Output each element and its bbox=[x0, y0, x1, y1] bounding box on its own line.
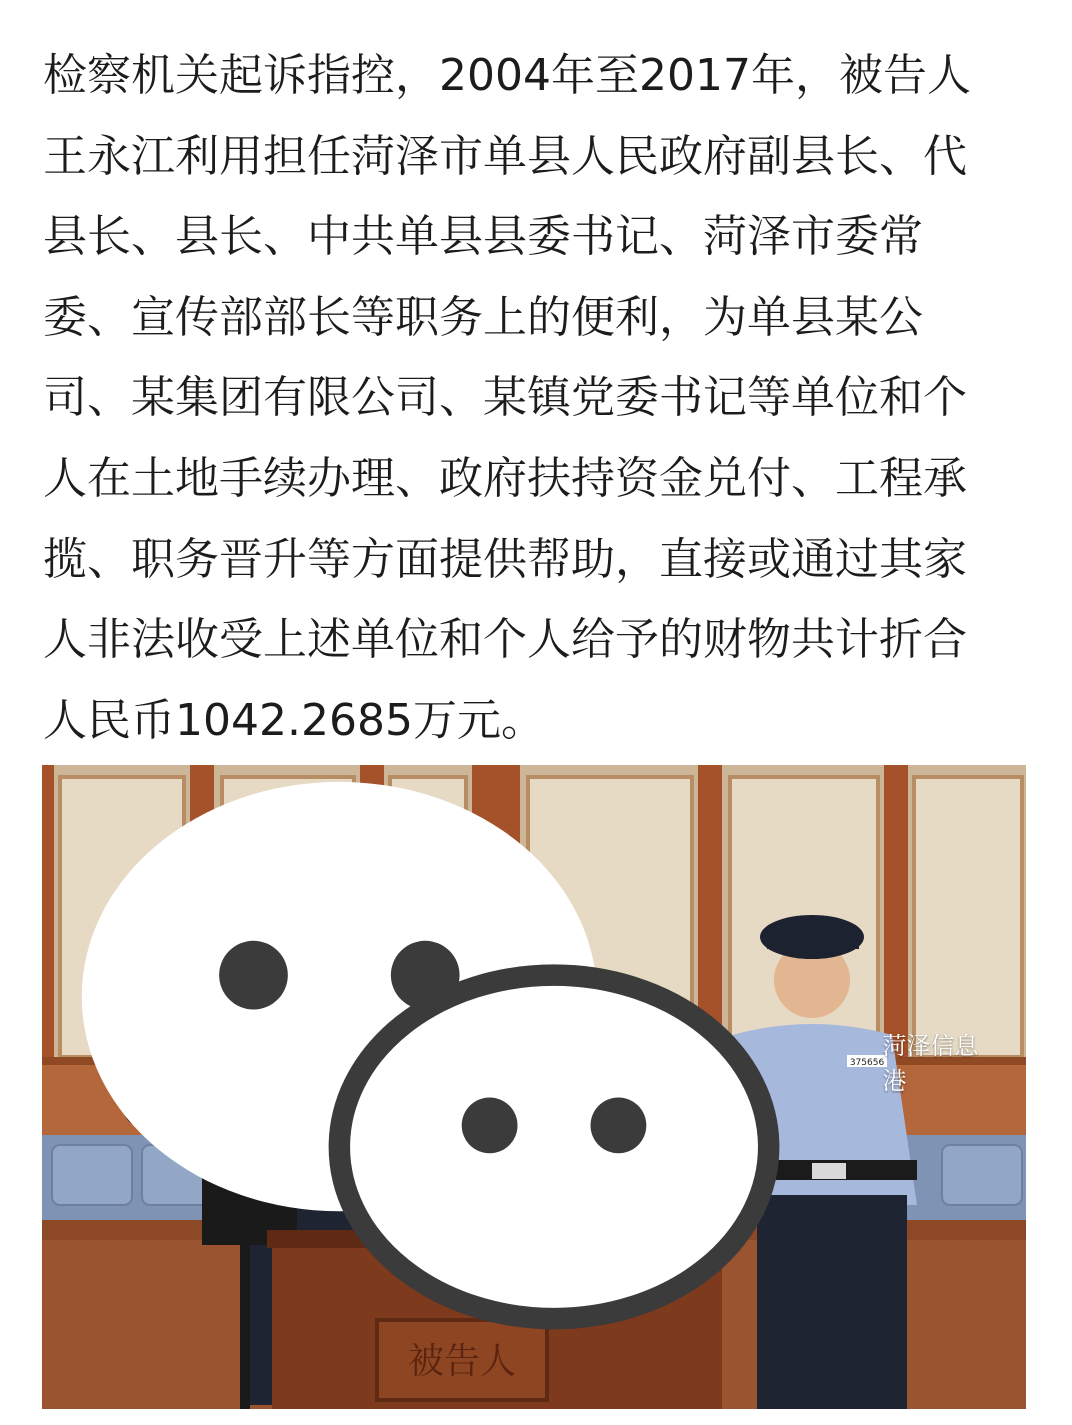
dock-sign: 被告人 bbox=[407, 1341, 517, 1382]
paragraph-line: 县长、县长、中共单县县委书记、菏泽市委常 bbox=[43, 211, 923, 263]
paragraph-line: 王永江利用担任菏泽市单县人民政府副县长、代 bbox=[43, 130, 967, 182]
paragraph-line: 人在土地手续办理、政府扶持资金兑付、工程承 bbox=[43, 452, 967, 504]
watermark-text: 菏泽信息港 bbox=[882, 1032, 979, 1095]
courtroom-photo[interactable] bbox=[42, 765, 1026, 1409]
paragraph-line: 委、宣传部部长等职务上的便利，为单县某公 bbox=[43, 291, 923, 343]
paragraph-line: 人非法收受上述单位和个人给予的财物共计折合 bbox=[43, 614, 967, 666]
paragraph-line: 揽、职务晋升等方面提供帮助，直接或通过其家 bbox=[43, 533, 967, 585]
paragraph-line: 人民币1042.2685万元。 bbox=[43, 694, 545, 746]
paragraph-line: 检察机关起诉指控，2004年至2017年，被告人 bbox=[43, 50, 971, 101]
badge-number-right: 375656 bbox=[849, 1058, 885, 1068]
article-paragraph bbox=[43, 36, 1033, 761]
watermark bbox=[42, 765, 992, 1383]
paragraph-line: 司、某集团有限公司、某镇党委书记等单位和个 bbox=[43, 372, 967, 424]
wechat-icon bbox=[42, 765, 874, 1383]
